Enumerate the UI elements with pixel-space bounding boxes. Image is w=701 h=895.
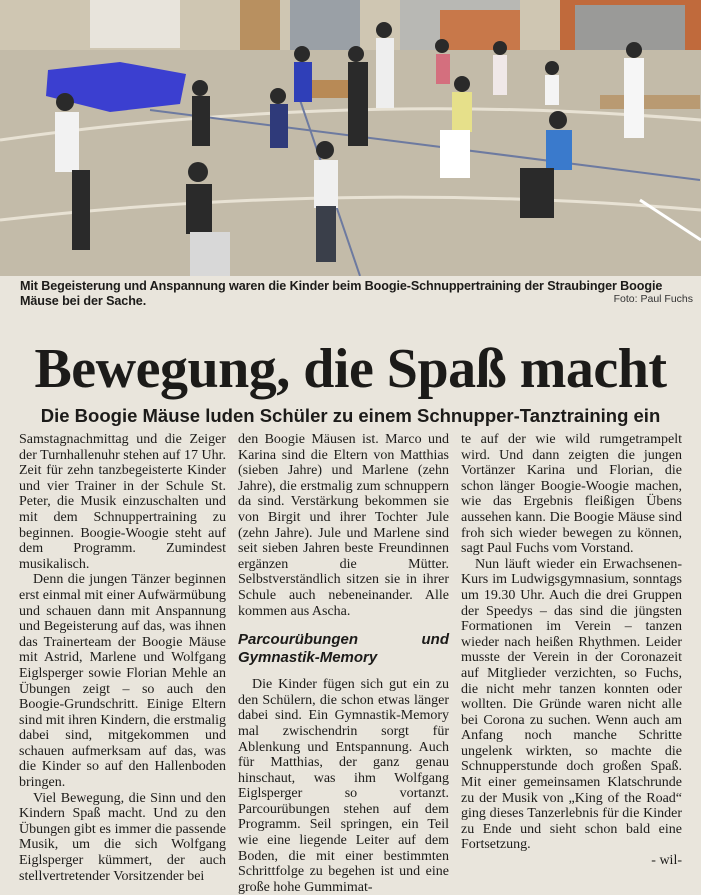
paragraph: Nun läuft wieder ein Erwachsenen-Kurs im Ludwigsgymnasium, sonntags um 19.30 Uhr. Auch die drei Gruppen der Speedys – das sind die jüngsten Formationen im Verein – tanzen wieder nach heißen Rhythmen. Leider musste der Verein in der Coronazeit auf Mitglieder verzichten, so Fuchs, die nicht mehr tanzen konnten oder wollten. Die Gründe waren nicht alle bei Corona zu suchen. Wenn auch am Anfang noch manche Schritte ungelenk wirkten, so machte die Schnupperstunde doch großen Spaß. Mit einer gemeinsamen Klatschrunde zu der Musik von „King of the Road“ ging dieses Tanzerlebnis für die Kinder zu Ende und sieht schon bald eine Fortsetzung. <box>461 556 682 853</box>
photo-credit: Foto: Paul Fuchs <box>613 293 693 305</box>
paragraph: Viel Bewegung, die Sinn und den Kindern Spaß macht. Und zu den Übungen gibt es immer die passende Musik, um die sich Wolfgang Eiglsperger kümmert, der auch stellvertretender Vorsitzender bei <box>19 790 226 884</box>
photo-caption: Mit Begeisterung und Anspannung waren die Kinder beim Boogie-Schnuppertraining der Straubinger Boogie Mäuse bei der Sache. <box>20 279 663 308</box>
paragraph: Samstagnachmittag und die Zeiger der Turnhallenuhr stehen auf 17 Uhr. Zeit für zehn tanzbegeisterte Kinder und vier Trainer in der Schule St. Peter, die Musik einzuschalten und mit dem Schnuppertraining zu beginnen. Boogie-Woogie steht auf dem Programm. Zumindest musikalisch. <box>19 432 226 572</box>
article-headline: Bewegung, die Spaß macht <box>34 338 667 400</box>
paragraph: te auf der wie wild rumgetrampelt wird. Und dann zeigten die jungen Vortänzer Karina und Florian, die schon länger Boogie-Woogie machen, wie das Ergebnis fleißigen Übens aussehen kann. Die Boogie Mäuse sind froh sich wieder bewegen zu können, sagt Paul Fuchs vom Vorstand. <box>461 432 682 557</box>
dance-training-photo <box>0 0 701 276</box>
paragraph: Die Kinder fügen sich gut ein zu den Schülern, die schon etwas länger dabei sind. Ein Gymnastik-Memory mal zwischendrin sorgt für Ablenkung und Entspannung. Auch für Matthias, der ganz genau hinschaut, was ihm Wolfgang Eiglsperger so vortanzt. Parcourübungen stehen auf dem Programm. Seil springen, ein Teil wie eine liegende Leiter auf dem Boden, die mit einer bestimmten Schrittfolge zu begehen ist und eine große hohe Gummimat- <box>238 677 449 895</box>
article-column-2 <box>238 432 449 895</box>
author-signature: - wil- <box>651 853 682 869</box>
paragraph: Denn die jungen Tänzer beginnen erst einmal mit einer Aufwärmübung und schauen dann mit Anspannung und Begeisterung auf das, was ihnen das Trainerteam der Boogie Mäuse mit Astrid, Marlene und Wolfgang Eiglsperger sowie Florian Mehle an Übungen zeigt – so auch den Boogie-Grundschritt. Einige Eltern sind mit ihren Kindern, die erstmalig dabei sind, mitgekommen und schauen aufmerksam auf das, was die Kinder so auf den Hallenboden bringen. <box>19 572 226 791</box>
section-subhead: Parcourübungen und Gymnastik-Memory <box>238 631 449 667</box>
article-column-1 <box>19 432 226 884</box>
article-column-3 <box>461 432 682 869</box>
paragraph: den Boogie Mäusen ist. Marco und Karina sind die Eltern von Matthias (sieben Jahre) und Marlene (zehn Jahre), die erstmalig zum schnuppern da sind. Verstärkung bekommen sie von Birgit und ihrer Tochter Jule (zehn Jahre). Jule und Marlene sind seit sieben Jahren beste Freundinnen ergänzen die Mütter. Selbstverständlich sitzen sie in ihrer Schule auch nebeneinander. Alle kommen aus Ascha. <box>238 432 449 619</box>
article-photo <box>0 0 701 276</box>
article-subheadline: Die Boogie Mäuse luden Schüler zu einem Schnupper-Tanztraining ein <box>40 405 661 426</box>
